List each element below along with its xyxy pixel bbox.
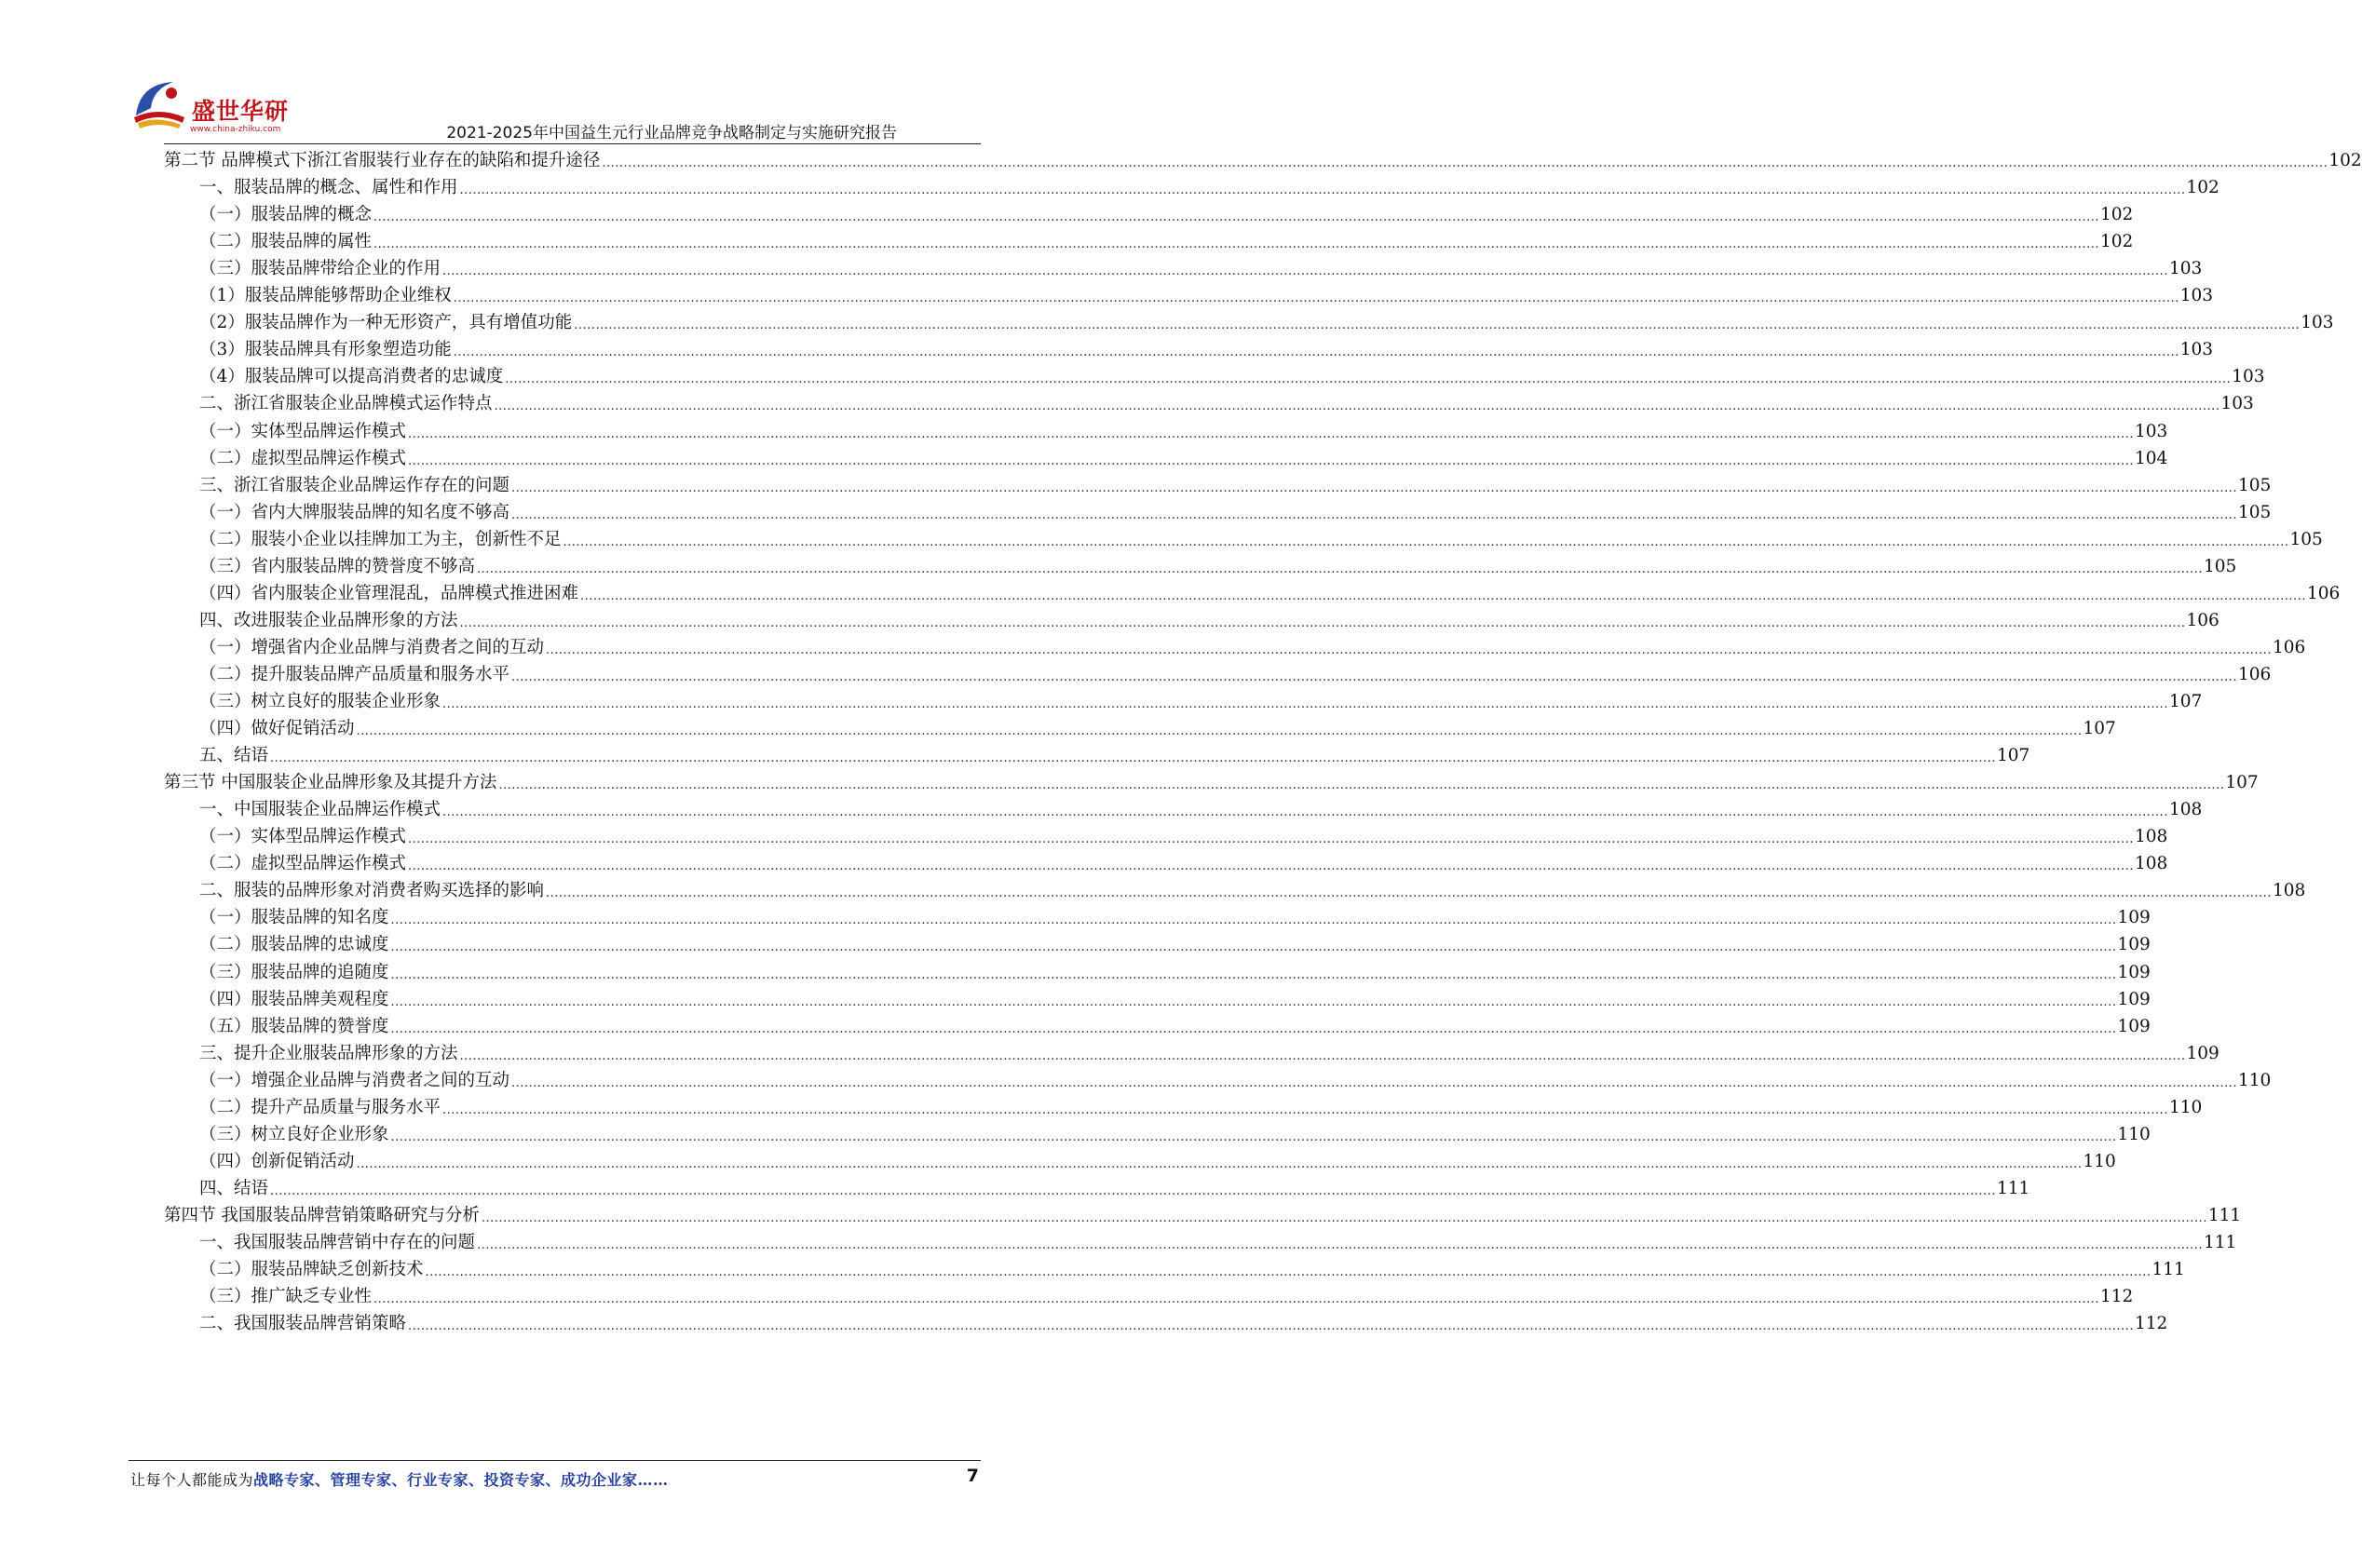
toc-entry-page: 103 — [2220, 394, 2254, 414]
toc-entry[interactable] — [199, 959, 2151, 986]
toc-entry[interactable] — [199, 201, 2134, 228]
toc-leader-dots: ................................................................................................................................................................................................................................................................................................................................................................................................................ — [425, 1265, 2152, 1280]
toc-entry-page: 111 — [2152, 1260, 2185, 1280]
toc-leader-dots: ................................................................................................................................................................................................................................................................................................................................................................................................................ — [390, 940, 2117, 955]
toc-entry-title: （三）省内服装品牌的赞誉度不够高 — [199, 556, 476, 576]
toc-entry-page: 109 — [2117, 908, 2151, 928]
toc-entry[interactable] — [199, 607, 2219, 634]
toc-entry-page: 109 — [2186, 1043, 2219, 1063]
toc-leader-dots: ................................................................................................................................................................................................................................................................................................................................................................................................................ — [442, 264, 2168, 279]
toc-entry-page: 103 — [2168, 259, 2203, 279]
toc-leader-dots: ................................................................................................................................................................................................................................................................................................................................................................................................................ — [390, 967, 2117, 982]
toc-entry-page: 110 — [2117, 1124, 2151, 1144]
toc-entry-page: 106 — [2186, 610, 2219, 630]
toc-entry-title: （二）服装品牌的忠诚度 — [199, 935, 389, 955]
toc-entry-title: （一）服装品牌的知名度 — [199, 908, 389, 928]
toc-entry-page: 105 — [2237, 502, 2272, 522]
toc-entry[interactable] — [199, 228, 2134, 255]
toc-leader-dots: ................................................................................................................................................................................................................................................................................................................................................................................................................ — [408, 426, 2134, 441]
toc-entry[interactable] — [199, 1094, 2203, 1121]
toc-entry[interactable] — [199, 472, 2272, 499]
toc-entry-page: 103 — [2232, 367, 2265, 387]
toc-leader-dots: ................................................................................................................................................................................................................................................................................................................................................................................................................ — [563, 534, 2289, 549]
toc-entry-title: （一）省内大牌服装品牌的知名度不够高 — [199, 502, 510, 522]
toc-entry-title: （三）树立良好的服装企业形象 — [199, 692, 441, 711]
toc-entry-title: （二）服装品牌的属性 — [199, 232, 373, 252]
toc-entry[interactable] — [199, 1229, 2237, 1256]
toc-entry[interactable] — [164, 769, 2259, 796]
toc-leader-dots: ................................................................................................................................................................................................................................................................................................................................................................................................................ — [356, 724, 2083, 739]
toc-entry-page: 109 — [2117, 989, 2151, 1009]
logo-url: www.china-zhiku.com — [190, 125, 281, 134]
toc-entry-page: 111 — [2207, 1205, 2242, 1225]
toc-leader-dots: ................................................................................................................................................................................................................................................................................................................................................................................................................ — [453, 291, 2179, 306]
toc-entry-page: 110 — [2168, 1097, 2203, 1117]
toc-entry[interactable] — [199, 282, 2214, 309]
toc-leader-dots: ................................................................................................................................................................................................................................................................................................................................................................................................................ — [373, 1292, 2099, 1307]
toc-entry-title: 四、结语 — [199, 1178, 269, 1198]
toc-entry-page: 106 — [2306, 583, 2341, 603]
toc-entry-title: 三、提升企业服装品牌形象的方法 — [199, 1043, 458, 1063]
toc-entry-page: 108 — [2134, 827, 2168, 847]
toc-entry[interactable] — [199, 553, 2237, 580]
toc-entry-page: 105 — [2237, 475, 2272, 495]
toc-entry-title: （四）做好促销活动 — [199, 719, 355, 739]
toc-leader-dots: ................................................................................................................................................................................................................................................................................................................................................................................................................ — [408, 453, 2134, 468]
toc-entry-page: 109 — [2117, 1016, 2151, 1036]
toc-entry[interactable] — [199, 1121, 2151, 1148]
toc-leader-dots: ................................................................................................................................................................................................................................................................................................................................................................................................................ — [373, 237, 2099, 252]
toc-entry[interactable] — [199, 661, 2272, 688]
logo-text: 盛世华研 — [192, 98, 290, 125]
toc-entry-title: （2）服装品牌作为一种无形资产，具有增值功能 — [199, 313, 573, 333]
toc-entry[interactable] — [199, 1040, 2219, 1067]
toc-entry-page: 108 — [2168, 800, 2203, 820]
toc-leader-dots: ................................................................................................................................................................................................................................................................................................................................................................................................................ — [459, 1048, 2186, 1063]
toc-entry-title: （二）虚拟型品牌运作模式 — [199, 448, 407, 468]
toc-leader-dots: ................................................................................................................................................................................................................................................................................................................................................................................................................ — [498, 778, 2225, 793]
company-logo — [130, 74, 298, 140]
toc-entry[interactable] — [199, 499, 2272, 526]
toc-entry-title: 四、改进服装企业品牌形象的方法 — [199, 610, 458, 630]
toc-entry-title: 二、服装的品牌形象对消费者购买选择的影响 — [199, 881, 545, 901]
toc-entry[interactable] — [199, 174, 2219, 201]
toc-entry-title: 第二节 品牌模式下浙江省服装行业存在的缺陷和提升途径 — [164, 151, 601, 170]
toc-entry-page: 112 — [2099, 1287, 2134, 1307]
toc-leader-dots: ................................................................................................................................................................................................................................................................................................................................................................................................................ — [481, 1210, 2207, 1225]
footer-slogan-prefix: 让每个人都能成为 — [130, 1471, 254, 1489]
toc-entry-page: 107 — [1996, 746, 2030, 766]
toc-entry[interactable] — [199, 418, 2168, 445]
toc-entry-page: 102 — [2186, 178, 2219, 198]
toc-entry-page: 105 — [2289, 529, 2323, 549]
toc-leader-dots: ................................................................................................................................................................................................................................................................................................................................................................................................................ — [390, 1021, 2117, 1036]
toc-entry-page: 104 — [2134, 448, 2168, 468]
toc-entry-title: （四）服装品牌美观程度 — [199, 989, 389, 1009]
toc-entry-page: 103 — [2301, 313, 2334, 333]
toc-leader-dots: ................................................................................................................................................................................................................................................................................................................................................................................................................ — [373, 210, 2099, 225]
toc-entry-page: 102 — [2099, 232, 2134, 252]
toc-entry-title: 二、浙江省服装企业品牌模式运作特点 — [199, 394, 493, 414]
toc-entry-page: 109 — [2117, 962, 2151, 982]
toc-entry[interactable] — [199, 1148, 2116, 1175]
toc-entry-title: 一、我国服装品牌营销中存在的问题 — [199, 1233, 476, 1252]
toc-entry-page: 110 — [2237, 1070, 2272, 1090]
toc-entry-title: 一、中国服装企业品牌运作模式 — [199, 800, 441, 820]
toc-entry-page: 110 — [2083, 1151, 2116, 1171]
toc-entry[interactable] — [199, 1256, 2185, 1283]
toc-leader-dots: ................................................................................................................................................................................................................................................................................................................................................................................................................ — [442, 805, 2168, 820]
toc-leader-dots: ................................................................................................................................................................................................................................................................................................................................................................................................................ — [459, 615, 2186, 630]
toc-entry[interactable] — [199, 1175, 2030, 1202]
toc-entry-title: （三）服装品牌带给企业的作用 — [199, 259, 441, 279]
toc-leader-dots: ................................................................................................................................................................................................................................................................................................................................................................................................................ — [494, 399, 2220, 414]
toc-leader-dots: ................................................................................................................................................................................................................................................................................................................................................................................................................ — [477, 1238, 2203, 1252]
toc-entry[interactable] — [199, 1310, 2168, 1337]
page-number: 7 — [966, 1466, 979, 1486]
toc-entry-title: （一）实体型品牌运作模式 — [199, 827, 407, 847]
toc-entry-page: 109 — [2117, 935, 2151, 955]
toc-entry-title: （二）服装品牌缺乏创新技术 — [199, 1260, 424, 1280]
toc-entry[interactable] — [199, 904, 2151, 931]
toc-entry-page: 111 — [1996, 1178, 2030, 1198]
toc-entry-page: 102 — [2328, 151, 2362, 170]
toc-entry-page: 103 — [2134, 421, 2168, 441]
toc-entry-title: （一）增强省内企业品牌与消费者之间的互动 — [199, 637, 545, 657]
toc-entry[interactable] — [199, 634, 2306, 661]
toc-entry[interactable] — [199, 931, 2151, 958]
toc-leader-dots: ................................................................................................................................................................................................................................................................................................................................................................................................................ — [442, 697, 2168, 711]
toc-entry-title: 三、浙江省服装企业品牌运作存在的问题 — [199, 475, 510, 495]
toc-leader-dots: ................................................................................................................................................................................................................................................................................................................................................................................................................ — [511, 1075, 2237, 1090]
toc-entry[interactable] — [199, 688, 2203, 715]
toc-leader-dots: ................................................................................................................................................................................................................................................................................................................................................................................................................ — [356, 1156, 2083, 1171]
toc-leader-dots: ................................................................................................................................................................................................................................................................................................................................................................................................................ — [602, 156, 2328, 170]
toc-entry-title: （三）推广缺乏专业性 — [199, 1287, 373, 1307]
toc-leader-dots: ................................................................................................................................................................................................................................................................................................................................................................................................................ — [270, 751, 1996, 766]
toc-entry-title: 一、服装品牌的概念、属性和作用 — [199, 178, 458, 198]
footer-slogan — [130, 1468, 669, 1490]
toc-entry-page: 107 — [2083, 719, 2116, 739]
toc-leader-dots: ................................................................................................................................................................................................................................................................................................................................................................................................................ — [453, 345, 2179, 360]
logo-emblem-icon — [130, 74, 188, 132]
toc-entry[interactable] — [199, 850, 2168, 877]
toc-entry[interactable] — [199, 877, 2306, 904]
toc-leader-dots: ................................................................................................................................................................................................................................................................................................................................................................................................................ — [408, 1319, 2134, 1334]
toc-entry-title: （一）增强企业品牌与消费者之间的互动 — [199, 1070, 510, 1090]
toc-entry-page: 108 — [2272, 881, 2306, 901]
toc-entry[interactable] — [199, 796, 2203, 823]
toc-entry-title: （一）实体型品牌运作模式 — [199, 421, 407, 441]
toc-leader-dots: ................................................................................................................................................................................................................................................................................................................................................................................................................ — [505, 372, 2232, 387]
toc-entry[interactable] — [199, 1067, 2272, 1094]
toc-entry-page: 107 — [2225, 773, 2259, 793]
toc-entry-title: （二）提升服装品牌产品质量和服务水平 — [199, 664, 510, 684]
toc-entry-title: （四）创新促销活动 — [199, 1151, 355, 1171]
toc-entry[interactable] — [199, 390, 2254, 417]
toc-entry-page: 103 — [2179, 340, 2214, 360]
header-divider — [164, 143, 981, 144]
toc-entry-title: （一）服装品牌的概念 — [199, 205, 373, 225]
toc-entry-page: 102 — [2099, 205, 2134, 225]
toc-leader-dots: ................................................................................................................................................................................................................................................................................................................................................................................................................ — [511, 507, 2237, 522]
toc-entry-page: 107 — [2168, 692, 2203, 711]
toc-leader-dots: ................................................................................................................................................................................................................................................................................................................................................................................................................ — [511, 480, 2237, 495]
toc-entry[interactable] — [199, 1013, 2151, 1040]
toc-leader-dots: ................................................................................................................................................................................................................................................................................................................................................................................................................ — [442, 1102, 2168, 1117]
toc-entry-title: 第四节 我国服装品牌营销策略研究与分析 — [164, 1205, 480, 1225]
toc-leader-dots: ................................................................................................................................................................................................................................................................................................................................................................................................................ — [270, 1183, 1996, 1198]
toc-entry-page: 103 — [2179, 286, 2214, 306]
toc-entry-page: 111 — [2203, 1233, 2237, 1252]
toc-leader-dots: ................................................................................................................................................................................................................................................................................................................................................................................................................ — [477, 561, 2203, 576]
toc-entry-title: 二、我国服装品牌营销策略 — [199, 1314, 407, 1334]
toc-entry-page: 106 — [2237, 664, 2272, 684]
footer-slogan-accent: 战略专家、管理专家、行业专家、投资专家、成功企业家…… — [253, 1471, 669, 1489]
toc-entry-page: 106 — [2272, 637, 2306, 657]
toc-entry[interactable] — [199, 526, 2323, 553]
toc-entry[interactable] — [199, 742, 2030, 769]
toc-entry[interactable] — [199, 363, 2265, 390]
footer-divider — [129, 1460, 981, 1461]
toc-entry-page: 108 — [2134, 854, 2168, 874]
toc-entry[interactable] — [199, 715, 2116, 742]
toc-leader-dots: ................................................................................................................................................................................................................................................................................................................................................................................................................ — [546, 886, 2272, 901]
toc-entry-title: 五、结语 — [199, 746, 269, 766]
toc-entry-page: 105 — [2203, 556, 2237, 576]
document-title: 2021-2025年中国益生元行业品牌竞争战略制定与实施研究报告 — [446, 124, 897, 142]
toc-entry[interactable] — [199, 255, 2203, 282]
toc-leader-dots: ................................................................................................................................................................................................................................................................................................................................................................................................................ — [390, 913, 2117, 928]
toc-entry-title: （3）服装品牌具有形象塑造功能 — [199, 340, 452, 360]
toc-entry-title: （三）树立良好企业形象 — [199, 1124, 389, 1144]
toc-entry[interactable] — [199, 580, 2341, 607]
toc-entry[interactable] — [199, 336, 2214, 363]
toc-leader-dots: ................................................................................................................................................................................................................................................................................................................................................................................................................ — [390, 1129, 2117, 1144]
toc-entry[interactable] — [164, 1202, 2242, 1229]
toc-entry-title: （五）服装品牌的赞誉度 — [199, 1016, 389, 1036]
toc-entry[interactable] — [164, 147, 2362, 174]
toc-entry-title: （四）省内服装企业管理混乱，品牌模式推进困难 — [199, 583, 579, 603]
toc-entry-title: （二）提升产品质量与服务水平 — [199, 1097, 441, 1117]
toc-entry[interactable] — [199, 1283, 2134, 1310]
toc-leader-dots: ................................................................................................................................................................................................................................................................................................................................................................................................................ — [459, 183, 2186, 198]
toc-leader-dots: ................................................................................................................................................................................................................................................................................................................................................................................................................ — [408, 832, 2134, 847]
toc-entry-title: 第三节 中国服装企业品牌形象及其提升方法 — [164, 773, 497, 793]
toc-entry-title: （1）服装品牌能够帮助企业维权 — [199, 286, 452, 306]
toc-entry-title: （4）服装品牌可以提高消费者的忠诚度 — [199, 367, 504, 387]
toc-entry[interactable] — [199, 445, 2168, 472]
toc-entry[interactable] — [199, 309, 2334, 336]
toc-leader-dots: ................................................................................................................................................................................................................................................................................................................................................................................................................ — [511, 669, 2237, 684]
toc-entry[interactable] — [199, 986, 2151, 1013]
toc-leader-dots: ................................................................................................................................................................................................................................................................................................................................................................................................................ — [580, 588, 2306, 603]
toc-leader-dots: ................................................................................................................................................................................................................................................................................................................................................................................................................ — [574, 318, 2301, 333]
toc-entry[interactable] — [199, 823, 2168, 850]
toc-entry-title: （二）虚拟型品牌运作模式 — [199, 854, 407, 874]
toc-entry-page: 112 — [2134, 1314, 2168, 1334]
toc-leader-dots: ................................................................................................................................................................................................................................................................................................................................................................................................................ — [408, 859, 2134, 874]
toc-leader-dots: ................................................................................................................................................................................................................................................................................................................................................................................................................ — [546, 642, 2272, 657]
toc-entry-title: （三）服装品牌的追随度 — [199, 962, 389, 982]
toc-leader-dots: ................................................................................................................................................................................................................................................................................................................................................................................................................ — [390, 994, 2117, 1009]
toc-entry-title: （二）服装小企业以挂牌加工为主，创新性不足 — [199, 529, 562, 549]
